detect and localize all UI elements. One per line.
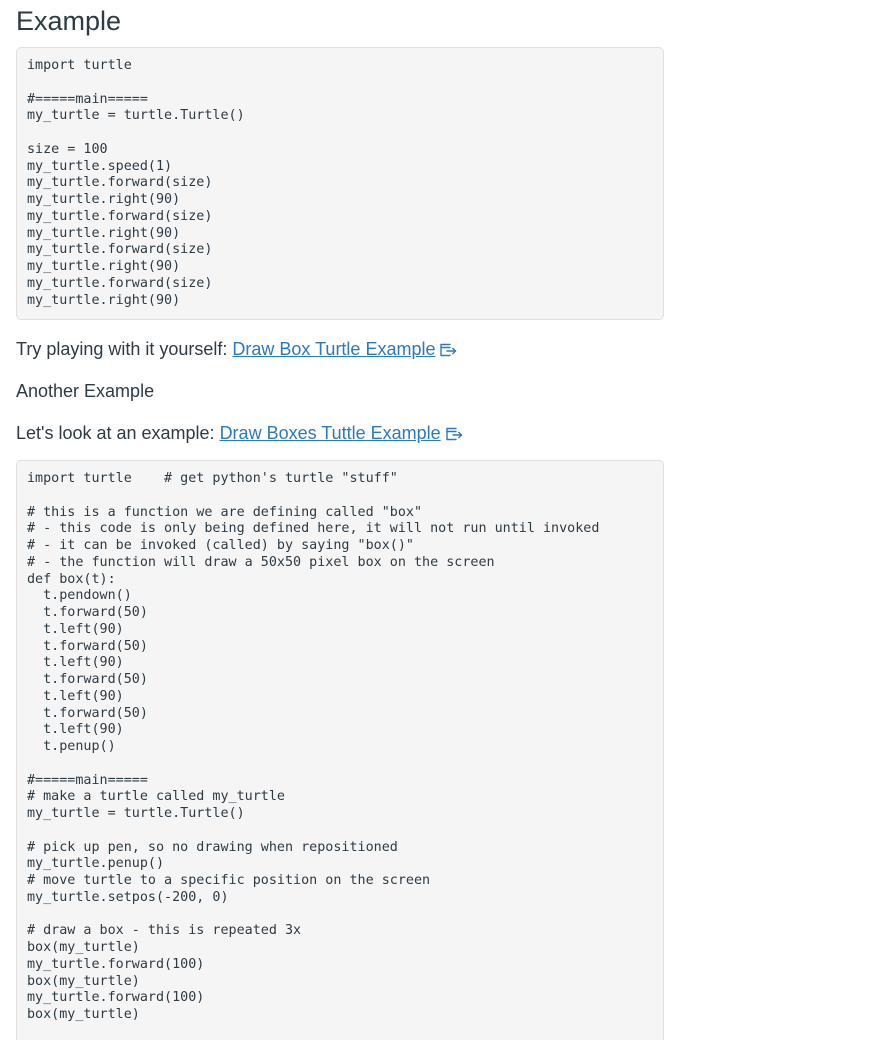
code-line: my_turtle.right(90): [27, 259, 181, 274]
code-line: my_turtle.forward(size): [27, 275, 213, 291]
page-heading: Example: [16, 6, 122, 36]
code-line: size = 100: [27, 141, 108, 157]
code-line: my_turtle.right(90): [27, 225, 181, 241]
code-line: t.left(90): [27, 688, 124, 704]
draw-box-turtle-example-link[interactable]: [232, 339, 457, 359]
code-line: t.forward(50): [27, 605, 148, 620]
try-paragraph-text: Try playing with it yourself:: [16, 339, 233, 359]
code-line: # draw a box - this is repeated 3x: [27, 923, 302, 939]
code-line: [27, 75, 653, 92]
code-line: my_turtle.forward(100): [27, 990, 205, 1006]
code-block-draw-box: [16, 47, 664, 320]
code-line: # pick up pen, so no drawing when repositioned: [27, 839, 398, 855]
code-line: [27, 907, 653, 924]
code-line: #=====main=====: [27, 91, 148, 107]
code-line: [27, 823, 653, 840]
code-line: my_turtle.forward(100): [27, 956, 205, 972]
code-line: [27, 125, 653, 142]
code-line: my_turtle.forward(size): [27, 175, 213, 191]
code-line: # - it can be invoked (called) by saying "box()": [27, 538, 414, 553]
look-paragraph-text: Let's look at an example:: [16, 423, 220, 443]
code-line: t.pendown(): [27, 588, 132, 604]
code-line: my_turtle.penup(): [27, 856, 165, 872]
code-line: my_turtle.right(90): [27, 192, 181, 207]
code-line: box(my_turtle): [27, 973, 140, 989]
code-line: [27, 488, 653, 505]
code-line: import turtle: [27, 58, 132, 73]
draw-boxes-tuttle-example-link-text[interactable]: Draw Boxes Tuttle Example: [219, 423, 441, 443]
code-line: my_turtle.forward(size): [27, 242, 213, 258]
code-line: box(my_turtle): [27, 940, 140, 955]
code-line: #=====main=====: [27, 772, 148, 788]
code-line: t.forward(50): [27, 638, 148, 654]
code-line: t.penup(): [27, 739, 116, 754]
code-line: t.left(90): [27, 621, 124, 637]
try-paragraph: [16, 337, 457, 361]
code-line: # - this code is only being defined here, it will not run until invoked: [27, 521, 600, 537]
code-line: my_turtle = turtle.Turtle(): [27, 806, 245, 821]
code-line: import turtle # get python's turtle "stuff": [27, 471, 398, 486]
code-line: # make a turtle called my_turtle: [27, 789, 285, 805]
code-line: t.left(90): [27, 722, 124, 738]
external-link-icon[interactable]: [445, 426, 463, 442]
code-line: [27, 756, 653, 773]
draw-box-turtle-example-link-text[interactable]: Draw Box Turtle Example: [232, 339, 436, 359]
code-line: my_turtle.setpos(-200, 0): [27, 889, 229, 905]
code-line: def box(t):: [27, 571, 116, 587]
external-link-icon[interactable]: [439, 342, 457, 358]
code-line: my_turtle.right(90): [27, 292, 181, 308]
page-content: [16, 0, 664, 1022]
code-line: # - the function will draw a 50x50 pixel box on the screen: [27, 554, 495, 570]
code-line: my_turtle = turtle.Turtle(): [27, 108, 245, 124]
code-line: # move turtle to a specific position on the screen: [27, 873, 431, 888]
code-line: my_turtle.speed(1): [27, 158, 173, 174]
code-line: t.forward(50): [27, 705, 148, 721]
draw-boxes-tuttle-example-link[interactable]: [220, 423, 463, 443]
another-example-text: Another Example: [16, 381, 155, 401]
code-line: t.left(90): [27, 655, 124, 671]
code-line: # this is a function we are defining called "box": [27, 504, 423, 520]
code-line: box(my_turtle): [27, 1007, 140, 1022]
code-block-draw-boxes: [16, 460, 664, 1040]
code-line: t.forward(50): [27, 672, 148, 687]
look-paragraph: [16, 421, 463, 445]
code-line: my_turtle.forward(size): [27, 208, 213, 224]
